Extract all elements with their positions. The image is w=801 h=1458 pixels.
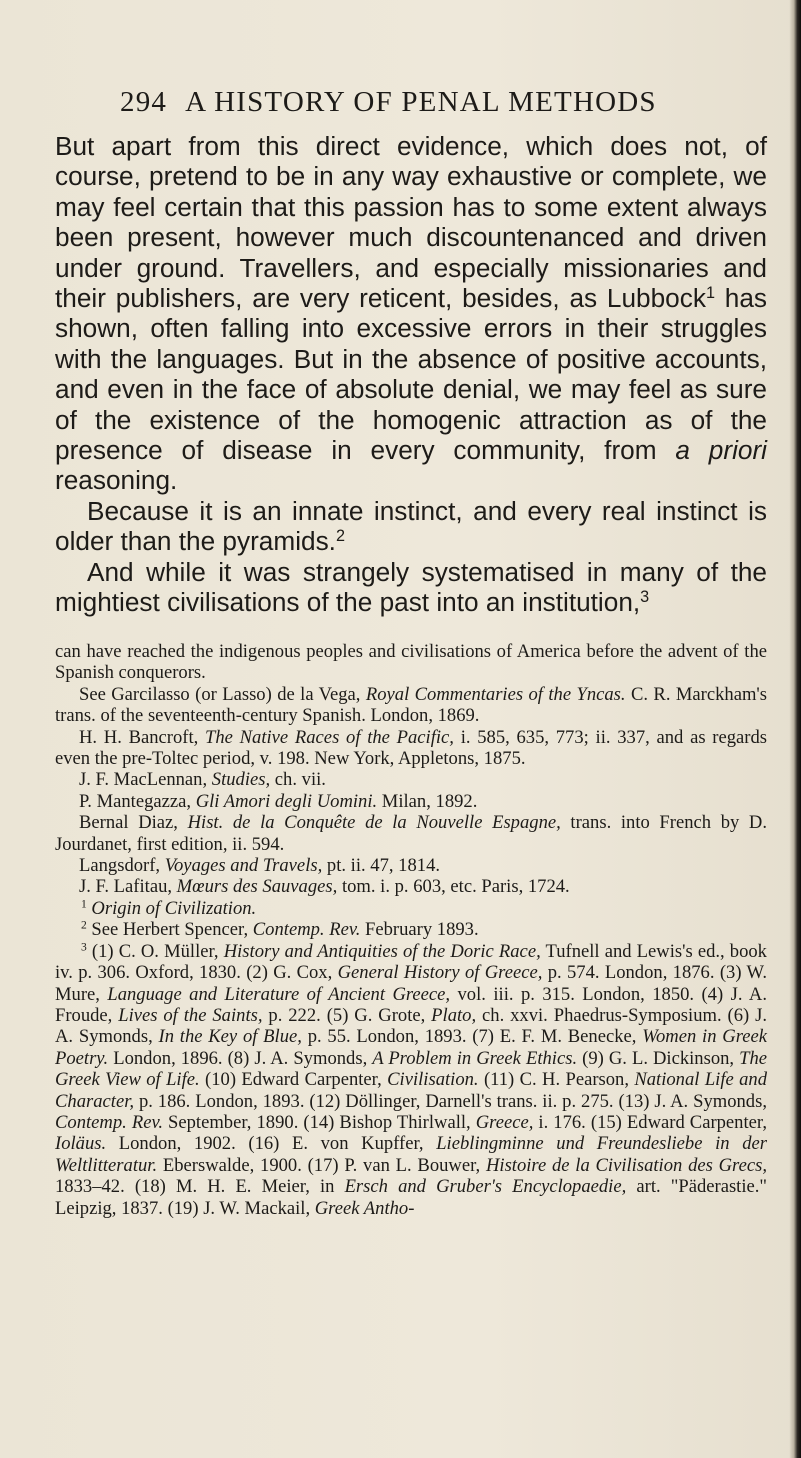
text-run: (10) Edward Carpenter, (199, 1069, 388, 1091)
text-run: p. 186. London, 1893. (12) Döllinger, Darnell's trans. ii. p. 275. (13) J. A. Symonds, (134, 1090, 767, 1112)
footnote-number: 2 (81, 919, 87, 932)
text-run: ch. xxvi. Phaedrus-Symposium. (6) J. A. Symonds, (55, 1004, 767, 1048)
text-run: has shown, often falling into excessive errors in their struggles with the languages. But in the absence of positive accounts, and even in the face of absolute denial, we may feel as sure of the existence of the homogenic attraction as of the presence of disease in every community, from (55, 283, 767, 466)
footnote-number: 1 (81, 898, 87, 911)
text-run: H. H. Bancroft, (79, 726, 206, 748)
text-run: Eberswalde, 1900. (17) P. van L. Bouwer, (157, 1154, 486, 1176)
text-run: Tufnell and Lewis's ed., book iv. p. 306. Oxford, 1830. (2) G. Cox, (55, 940, 767, 984)
text-run: Milan, 1892. (377, 790, 478, 812)
text-run: Because it is an innate instinct, and every real instinct is older than the pyramids. (55, 495, 767, 557)
text-run: ch. vii. (270, 769, 326, 791)
italic-title: Greek Antho- (314, 1197, 415, 1219)
italic-title: Language and Literature of Ancient Greece, (107, 983, 451, 1005)
italic-title: History and Antiquities of the Doric Race, (223, 940, 541, 962)
text-run: 1833–42. (18) M. H. E. Meier, in (55, 1176, 345, 1198)
paragraph (55, 557, 767, 618)
italic-title: Histoire de la Civilisation des Grecs, (485, 1154, 767, 1176)
italic-title: General History of Greece, (337, 962, 543, 984)
italic-title: In the Key of Blue, (158, 1026, 302, 1048)
reference (55, 812, 767, 855)
paragraph (55, 496, 767, 557)
text-run: See Garcilasso (or Lasso) de la Vega, (79, 683, 366, 705)
footnote-marker: 3 (640, 588, 650, 607)
italic-text: a priori (675, 435, 767, 466)
italic-title: Lieblingminne und Freundesliebe in der Weltlitteratur. (55, 1133, 767, 1176)
italic-title: Origin of Civilization. (91, 897, 257, 919)
italic-title: Women in Greek Poetry. (55, 1026, 768, 1069)
text-run: J. F. MacLennan, (79, 769, 212, 791)
footnote-marker: 1 (705, 284, 715, 303)
text-run: J. F. Lafitau, (79, 876, 177, 898)
italic-title: The Native Races of the Pacific, (205, 726, 454, 748)
text-run: September, 1890. (14) Bishop Thirlwall, (162, 1111, 476, 1133)
reference (55, 791, 767, 812)
text-run: See Herbert Spencer, (86, 919, 253, 941)
text-run: vol. iii. p. 315. London, 1850. (4) J. A. Froude, (55, 983, 767, 1026)
text-run: p. 55. London, 1893. (7) E. F. M. Benecke, (301, 1026, 643, 1048)
text-run: p. 222. (5) G. Grote, (262, 1004, 432, 1026)
text-run: tom. i. p. 603, etc. Paris, 1724. (337, 876, 570, 898)
text-run: p. 574. London, 1876. (3) W. Mure, (55, 962, 767, 1005)
italic-title: Plato, (431, 1004, 477, 1026)
footnote-number: 3 (81, 941, 87, 954)
italic-title: Hist. de la Conquête de la Nouvelle Espagne, (187, 812, 561, 834)
text-run: C. R. Marckham's trans. of the seventeenth-century Spanish. London, 1869. (55, 683, 768, 727)
reference (55, 727, 767, 770)
reference (55, 684, 767, 727)
italic-title: Greece, (475, 1111, 534, 1133)
footnote-1 (55, 898, 767, 919)
text-run: Langsdorf, (79, 855, 165, 877)
text-run: Bernal Diaz, (79, 812, 188, 834)
text-run: (9) G. L. Dickinson, (577, 1047, 740, 1069)
text-run: i. 176. (15) Edward Carpenter, (533, 1111, 767, 1133)
italic-title: Contemp. Rev. (252, 919, 361, 941)
main-text (55, 131, 767, 618)
reference (55, 769, 767, 790)
italic-title: Civilisation. (387, 1069, 479, 1091)
italic-title: A Problem in Greek Ethics. (372, 1047, 578, 1069)
text-run: reasoning. (55, 465, 178, 496)
italic-title: Lives of the Saints, (118, 1004, 263, 1026)
reference (55, 876, 767, 897)
text-run: P. Mantegazza, (79, 790, 196, 812)
text-run: (1) C. O. Müller, (86, 940, 224, 962)
italic-title: Contemp. Rev. (55, 1111, 163, 1133)
footnote-marker: 2 (335, 527, 345, 546)
italic-title: Royal Commentaries of the Yncas. (365, 683, 626, 705)
italic-title: Gli Amori degli Uomini. (195, 790, 378, 812)
footnote-2 (55, 919, 767, 940)
text-run: February 1893. (360, 919, 479, 941)
italic-title: The Greek View of Life. (55, 1047, 768, 1091)
italic-title: Studies, (211, 769, 271, 791)
text-run: London, 1896. (8) J. A. Symonds, (108, 1047, 373, 1069)
text-run: But apart from this direct evidence, which does not, of course, pretend to be in any way exhaustive or complete, we may feel certain that this passion has to some extent always been present, however much discountenanced and driven under ground. Travellers, and especially missionaries and their publishers, are very reticent, besides, as Lubbock (55, 131, 767, 314)
running-title: A HISTORY OF PENAL METHODS (185, 86, 657, 118)
footnote-3 (55, 941, 767, 1219)
page-edge-shadow (789, 0, 801, 1458)
text-run: trans. into French by D. Jourdanet, first edition, ii. 594. (55, 812, 767, 855)
footnote-continuation: can have reached the indigenous peoples and civilisations of America before the advent of the Spanish conquerors. (55, 641, 767, 684)
italic-title: Voyages and Travels, (164, 855, 323, 877)
text-run: London, 1902. (16) E. von Kupffer, (106, 1133, 437, 1155)
text-run: (11) C. H. Pearson, (478, 1069, 635, 1091)
text-run: pt. ii. 47, 1814. (322, 855, 441, 877)
italic-title: Ersch and Gruber's Encyclopaedie, (344, 1176, 627, 1198)
italic-title: Ioläus. (55, 1133, 107, 1155)
page-number: 294 (120, 86, 168, 118)
text-run: i. 585, 635, 773; ii. 337, and as regards even the pre-Toltec period, v. 198. New York, Appletons, 1875. (55, 726, 767, 770)
paragraph (55, 131, 767, 496)
running-header (120, 86, 780, 119)
text-run: And while it was strangely systematised in many of the mightiest civilisations of the past into an institution, (55, 556, 767, 618)
text-run: art. "Päderastie." Leipzig, 1837. (19) J. W. Mackail, (55, 1176, 768, 1219)
italic-title: National Life and Character, (55, 1069, 767, 1112)
italic-title: Mœurs des Sauvages, (176, 876, 338, 898)
footnotes (55, 641, 767, 1219)
reference (55, 855, 767, 876)
